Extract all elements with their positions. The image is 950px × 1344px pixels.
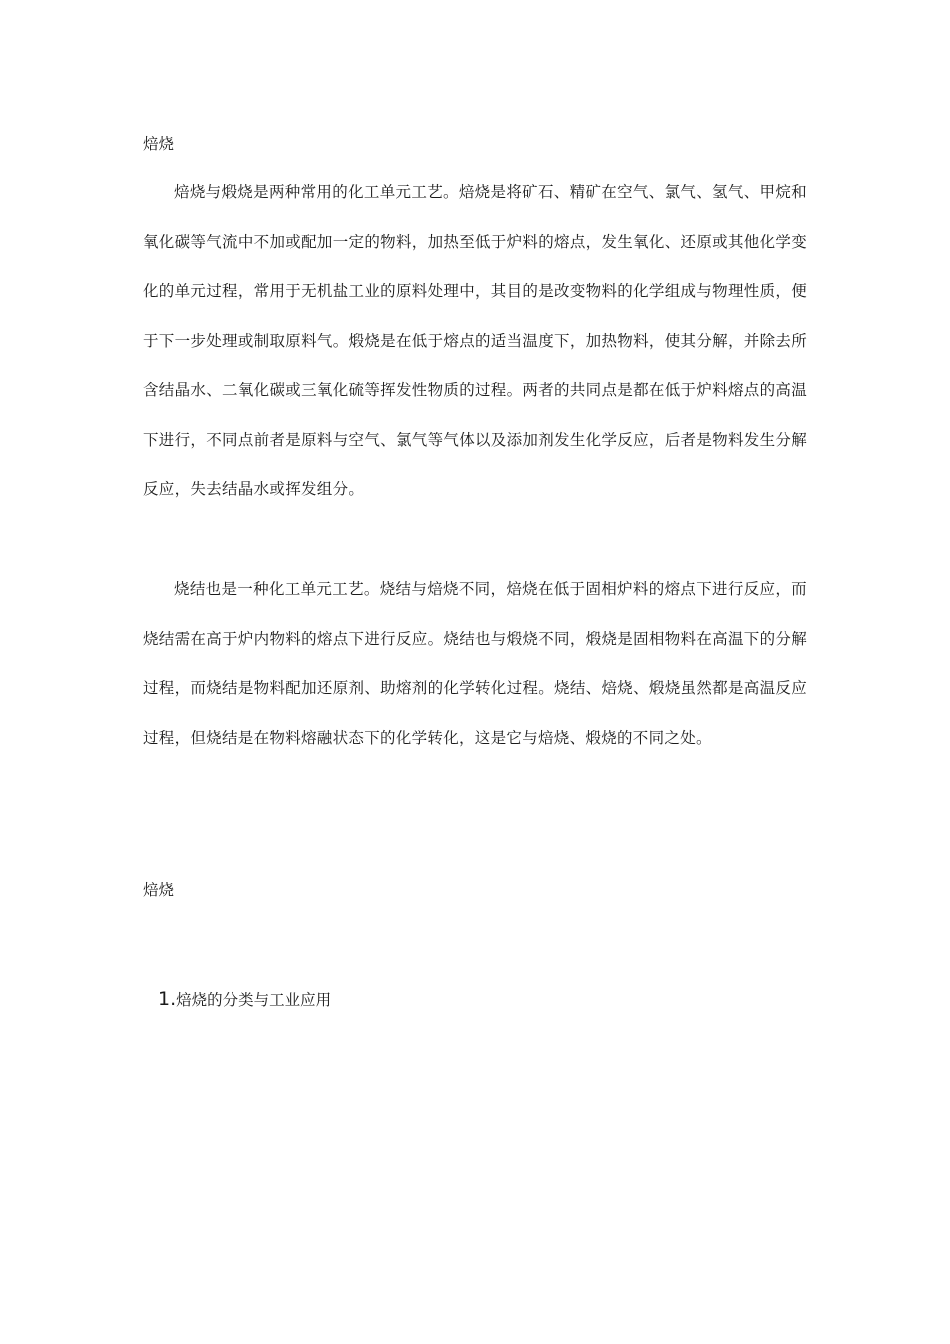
body-paragraph-sintering: 烧结也是一种化工单元工艺。烧结与焙烧不同，焙烧在低于固相炉料的熔点下进行反应，而烧结需在高于炉内物料的熔点下进行反应。烧结也与煅烧不同，煅烧是固相物料在高温下的分解过程，而烧结是物料配加还原剂、助熔剂的化学转化过程。烧结、焙烧、煅烧虽然都是高温反应过程，但烧结是在物料熔融状态下的化学转化，这是它与焙烧、煅烧的不同之处。: [143, 580, 807, 747]
section-heading: 焙烧: [143, 135, 175, 153]
numbered-list-item: [158, 987, 331, 1012]
body-paragraph-roasting-calcination: 焙烧与煅烧是两种常用的化工单元工艺。焙烧是将矿石、精矿在空气、氯气、氢气、甲烷和氧化碳等气流中不加或配加一定的物料，加热至低于炉料的熔点，发生氧化、还原或其他化学变化的单元过程，常用于无机盐工业的原料处理中，其目的是改变物料的化学组成与物理性质，便于下一步处理或制取原料气。煅烧是在低于熔点的适当温度下，加热物料，使其分解，并除去所含结晶水、二氧化碳或三氧化硫等挥发性物质的过程。两者的共同点是都在低于炉料熔点的高温下进行，不同点前者是原料与空气、氯气等气体以及添加剂发生化学反应，后者是物料发生分解反应，失去结晶水或挥发组分。: [143, 183, 807, 498]
list-item-number: 1.: [158, 988, 177, 1010]
section-heading-repeat: 焙烧: [143, 881, 175, 899]
list-item-text: 焙烧的分类与工业应用: [176, 991, 332, 1009]
